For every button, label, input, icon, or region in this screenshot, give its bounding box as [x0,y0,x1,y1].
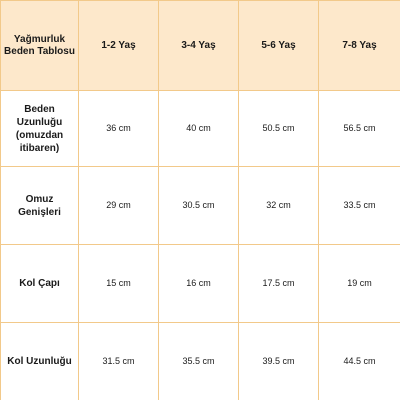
table-cell: 31.5 cm [79,323,159,400]
table-cell: 19 cm [319,245,400,323]
table-cell: 56.5 cm [319,91,400,167]
column-header: 1-2 Yaş [79,1,159,91]
column-header: 7-8 Yaş [319,1,400,91]
table-title-cell: Yağmurluk Beden Tablosu [1,1,79,91]
row-label: Kol Uzunluğu [1,323,79,400]
table-cell: 50.5 cm [239,91,319,167]
table-cell: 36 cm [79,91,159,167]
table-cell: 16 cm [159,245,239,323]
table-cell: 33.5 cm [319,167,400,245]
table-row [1,245,400,323]
row-label: Omuz Genişleri [1,167,79,245]
table-row [1,91,400,167]
column-header: 5-6 Yaş [239,1,319,91]
table-cell: 17.5 cm [239,245,319,323]
table-cell: 32 cm [239,167,319,245]
table-cell: 39.5 cm [239,323,319,400]
row-label: Kol Çapı [1,245,79,323]
table-cell: 44.5 cm [319,323,400,400]
table-cell: 35.5 cm [159,323,239,400]
table-cell: 29 cm [79,167,159,245]
column-header: 3-4 Yaş [159,1,239,91]
table-row [1,167,400,245]
row-label: Beden Uzunluğu (omuzdan itibaren) [1,91,79,167]
table-header-row [1,1,400,91]
table-cell: 30.5 cm [159,167,239,245]
table-cell: 15 cm [79,245,159,323]
table-cell: 40 cm [159,91,239,167]
table-row [1,323,400,400]
